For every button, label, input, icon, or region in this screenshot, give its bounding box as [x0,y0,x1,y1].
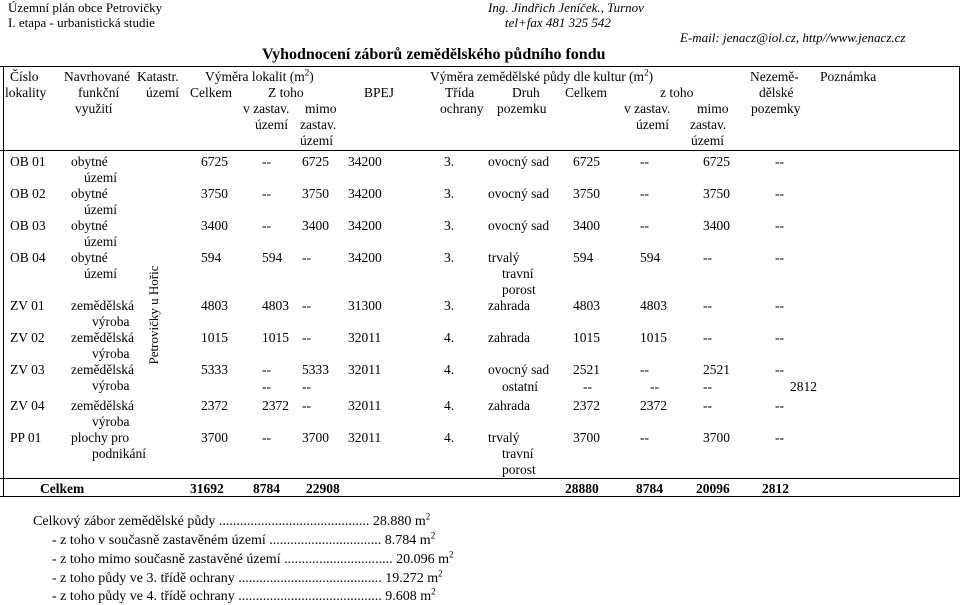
cell-celkem: 5333 [201,362,228,377]
cell-c2: 3700 [573,430,600,445]
cell-vz: -- [262,186,271,201]
cell-celkem: 3700 [201,430,228,445]
cell-vz2: 594 [640,250,661,265]
col-mimo2: mimo [697,101,729,116]
cell-use2: výroba [92,346,130,361]
cell-vz: 4803 [262,298,289,313]
cell-trida: 4. [444,398,455,413]
summary-outside: - z toho mimo současně zastavěné území ............................... 20.096 $m^2$ [52,549,454,567]
col-mimo-zastav: zastav. [300,117,337,132]
cell-celkem: 6725 [201,154,228,169]
cell-use2: výroba [92,378,130,393]
cell-mz: 3400 [302,218,329,233]
cell-id: OB 02 [10,186,46,201]
page-title: Vyhodnocení záborů zemědělského půdního fondu [262,46,606,63]
cell-mz2: 3750 [703,186,730,201]
col-v-zastav2: v zastav. [624,101,671,116]
cell-use2: území [84,170,117,185]
totals-label: Celkem [40,481,85,496]
zv03-extra-vz: -- [302,379,311,394]
cell-use1: obytné [71,186,108,201]
cell-druh1: zahrada [488,298,530,313]
col-v-zastav-uzemi2: území [636,117,669,132]
cell-vz2: 2372 [640,398,667,413]
col-z-toho: Z toho [268,85,304,100]
cell-vz2: -- [640,430,649,445]
cell-c2: 4803 [573,298,600,313]
cell-trida: 4. [444,330,455,345]
col-mimo-uzemi2: území [691,133,724,148]
cell-trida: 3. [444,250,455,265]
cell-druh2: travní [502,446,534,461]
cell-use1: obytné [71,250,108,265]
cell-vz: -- [262,218,271,233]
cell-druh3: porost [502,282,536,297]
header-phone: tel+fax 481 325 542 [505,15,611,30]
cell-celkem: 3400 [201,218,228,233]
cell-mz: -- [302,330,311,345]
zv03-extra-vz2: -- [650,379,659,394]
cell-nez: -- [775,298,784,313]
cell-id: PP 01 [10,430,42,445]
cell-vz2: -- [640,154,649,169]
cell-mz: 3700 [302,430,329,445]
cell-c2: 2372 [573,398,600,413]
totals-vz: 8784 [253,481,280,496]
cell-nez: -- [775,250,784,265]
cell-id: OB 01 [10,154,46,169]
cell-celkem: 594 [201,250,222,265]
col-druh: Druh [512,85,540,100]
table-top-border [0,66,960,67]
cell-use1: obytné [71,218,108,233]
katastr-name: Petrovičky u Hořic [146,265,161,365]
cell-vz2: -- [640,362,649,377]
cell-use2: výroba [92,414,130,429]
header-author: Ing. Jindřich Jeníček., Turnov [488,0,644,15]
cell-id: ZV 03 [10,362,45,377]
cell-id: ZV 01 [10,298,45,313]
cell-id: ZV 04 [10,398,45,413]
cell-vz2: -- [640,218,649,233]
totals-mz2: 20096 [696,481,730,496]
zv03-extra-mz2: -- [703,379,712,394]
cell-use1: zemědělská [71,362,134,377]
cell-c2: 3750 [573,186,600,201]
cell-druh1: ovocný sad [488,186,550,201]
cell-mz2: 3700 [703,430,730,445]
col-mimo-zastav2: zastav. [690,117,727,132]
col-mimo: mimo [305,101,337,116]
cell-celkem: 2372 [201,398,228,413]
totals-vz2: 8784 [636,481,663,496]
cell-nez: -- [775,398,784,413]
cell-use1: zemědělská [71,398,134,413]
cell-vz: -- [262,362,271,377]
totals-celkem: 31692 [190,481,224,496]
col-poznamka: Poznámka [820,69,877,84]
cell-use2: území [84,234,117,249]
totals-celkem2: 28880 [565,481,599,496]
cell-use1: zemědělská [71,330,134,345]
cell-c2: 3400 [573,218,600,233]
cell-mz: 6725 [302,154,329,169]
cell-bpej: 32011 [348,330,382,345]
cell-druh1: zahrada [488,330,530,345]
cell-vz: 594 [262,250,283,265]
cell-celkem: 1015 [201,330,228,345]
cell-druh1: ovocný sad [488,362,550,377]
cell-vz: -- [262,430,271,445]
cell-celkem: 4803 [201,298,228,313]
cell-nez: -- [775,186,784,201]
cell-druh3: porost [502,462,536,477]
col-uzemi: území [146,85,179,100]
cell-vz2: -- [640,186,649,201]
cell-druh1: trvalý [488,430,520,445]
cell-mz2: 3400 [703,218,730,233]
zv03-extra-celkem: -- [262,379,271,394]
header-contact: E-mail: jenacz@iol.cz, http//www.jenacz.cz [680,30,906,45]
cell-vz: -- [262,154,271,169]
cell-bpej: 34200 [348,186,382,201]
cell-bpej: 32011 [348,430,382,445]
col-vymera-zem: Výměra zemědělské půdy dle kultur $(m^2)$ [430,67,654,84]
cell-vz: 2372 [262,398,289,413]
header-project: Územní plán obce Petrovičky [8,0,163,15]
col-delske: dělské [759,85,794,100]
cell-mz2: 6725 [703,154,730,169]
cell-c2: 6725 [573,154,600,169]
cell-use2: území [84,202,117,217]
totals-nezem: 2812 [762,481,789,496]
cell-mz2: -- [703,330,712,345]
col-funkcni: funkční [78,85,120,100]
summary-class4: - z toho půdy ve 4. třídě ochrany ......................................... 9.608 $m^2$ [52,586,436,604]
zv03-extra-nez: 2812 [790,379,817,394]
col-z-toho2: z toho [660,85,694,100]
cell-druh1: zahrada [488,398,530,413]
cell-mz2: -- [703,398,712,413]
cell-id: ZV 02 [10,330,45,345]
cell-mz2: 2521 [703,362,730,377]
cell-mz: -- [302,250,311,265]
cell-vz2: 1015 [640,330,667,345]
cell-bpej: 31300 [348,298,382,313]
cell-nez: -- [775,218,784,233]
col-cislo: Číslo [10,69,39,84]
cell-vz2: 4803 [640,298,667,313]
col-bpej: BPEJ [364,85,395,100]
zv03-extra-druh: ostatní [502,379,538,394]
col-pozemku: pozemku [497,101,547,116]
col-celkem: Celkem [190,85,232,100]
cell-use1: zemědělská [71,298,134,313]
cell-trida: 3. [444,298,455,313]
summary-in-built: - z toho v současně zastavěném území ................................ 8.784 $m^2$ [52,530,436,548]
cell-mz: 5333 [302,362,329,377]
summary-class3: - z toho půdy ve 3. třídě ochrany ......................................... 19.272 $m^2$ [52,568,443,586]
col-trida: Třída [445,85,475,100]
cell-id: OB 03 [10,218,46,233]
cell-use2: území [84,266,117,281]
col-v-zastav-uzemi: území [255,117,288,132]
col-vymera-lokalit: Výměra lokalit $(m^2)$ [205,67,314,84]
cell-use2: výroba [92,314,130,329]
col-lokality: lokality [5,85,47,100]
cell-bpej: 32011 [348,398,382,413]
cell-c2: 594 [573,250,594,265]
table-bottom-border [0,496,960,497]
cell-druh2: travní [502,266,534,281]
cell-mz: -- [302,298,311,313]
summary-total: Celkový zábor zemědělské půdy ........................................... 28.880 $m^2$ [33,511,431,529]
col-mimo-uzemi: území [300,133,333,148]
cell-c2: 2521 [573,362,600,377]
cell-druh1: ovocný sad [488,154,550,169]
cell-nez: -- [775,362,784,377]
zv03-extra-c2: -- [583,379,592,394]
col-nezemedelske: Nezemě- [750,69,799,84]
table-left-border [3,66,4,497]
cell-trida: 4. [444,430,455,445]
cell-use2: podnikání [92,446,146,461]
cell-mz2: -- [703,250,712,265]
cell-bpej: 34200 [348,250,382,265]
cell-c2: 1015 [573,330,600,345]
col-pozemky: pozemky [751,101,801,116]
cell-use1: plochy pro [71,430,130,445]
header-stage: I. etapa - urbanistická studie [8,15,155,30]
totals-mz: 22908 [306,481,340,496]
cell-druh1: trvalý [488,250,520,265]
col-vyuziti: využití [75,101,113,116]
cell-mz: -- [302,398,311,413]
col-katastr: Katastr. [137,69,179,84]
cell-trida: 3. [444,154,455,169]
cell-nez: -- [775,330,784,345]
cell-druh1: ovocný sad [488,218,550,233]
col-navrhovane: Navrhované [64,69,130,84]
col-ochrany: ochrany [440,101,484,116]
cell-mz2: -- [703,298,712,313]
col-celkem2: Celkem [565,85,607,100]
cell-id: OB 04 [10,250,46,265]
cell-nez: -- [775,154,784,169]
cell-trida: 3. [444,186,455,201]
cell-mz: 3750 [302,186,329,201]
cell-celkem: 3750 [201,186,228,201]
cell-vz: 1015 [262,330,289,345]
cell-nez: -- [775,430,784,445]
cell-bpej: 34200 [348,154,382,169]
header-bottom-border [0,150,960,151]
cell-bpej: 34200 [348,218,382,233]
totals-top-border [0,478,960,479]
cell-trida: 4. [444,362,455,377]
cell-use1: obytné [71,154,108,169]
col-v-zastav: v zastav. [243,101,290,116]
cell-trida: 3. [444,218,455,233]
cell-bpej: 32011 [348,362,382,377]
